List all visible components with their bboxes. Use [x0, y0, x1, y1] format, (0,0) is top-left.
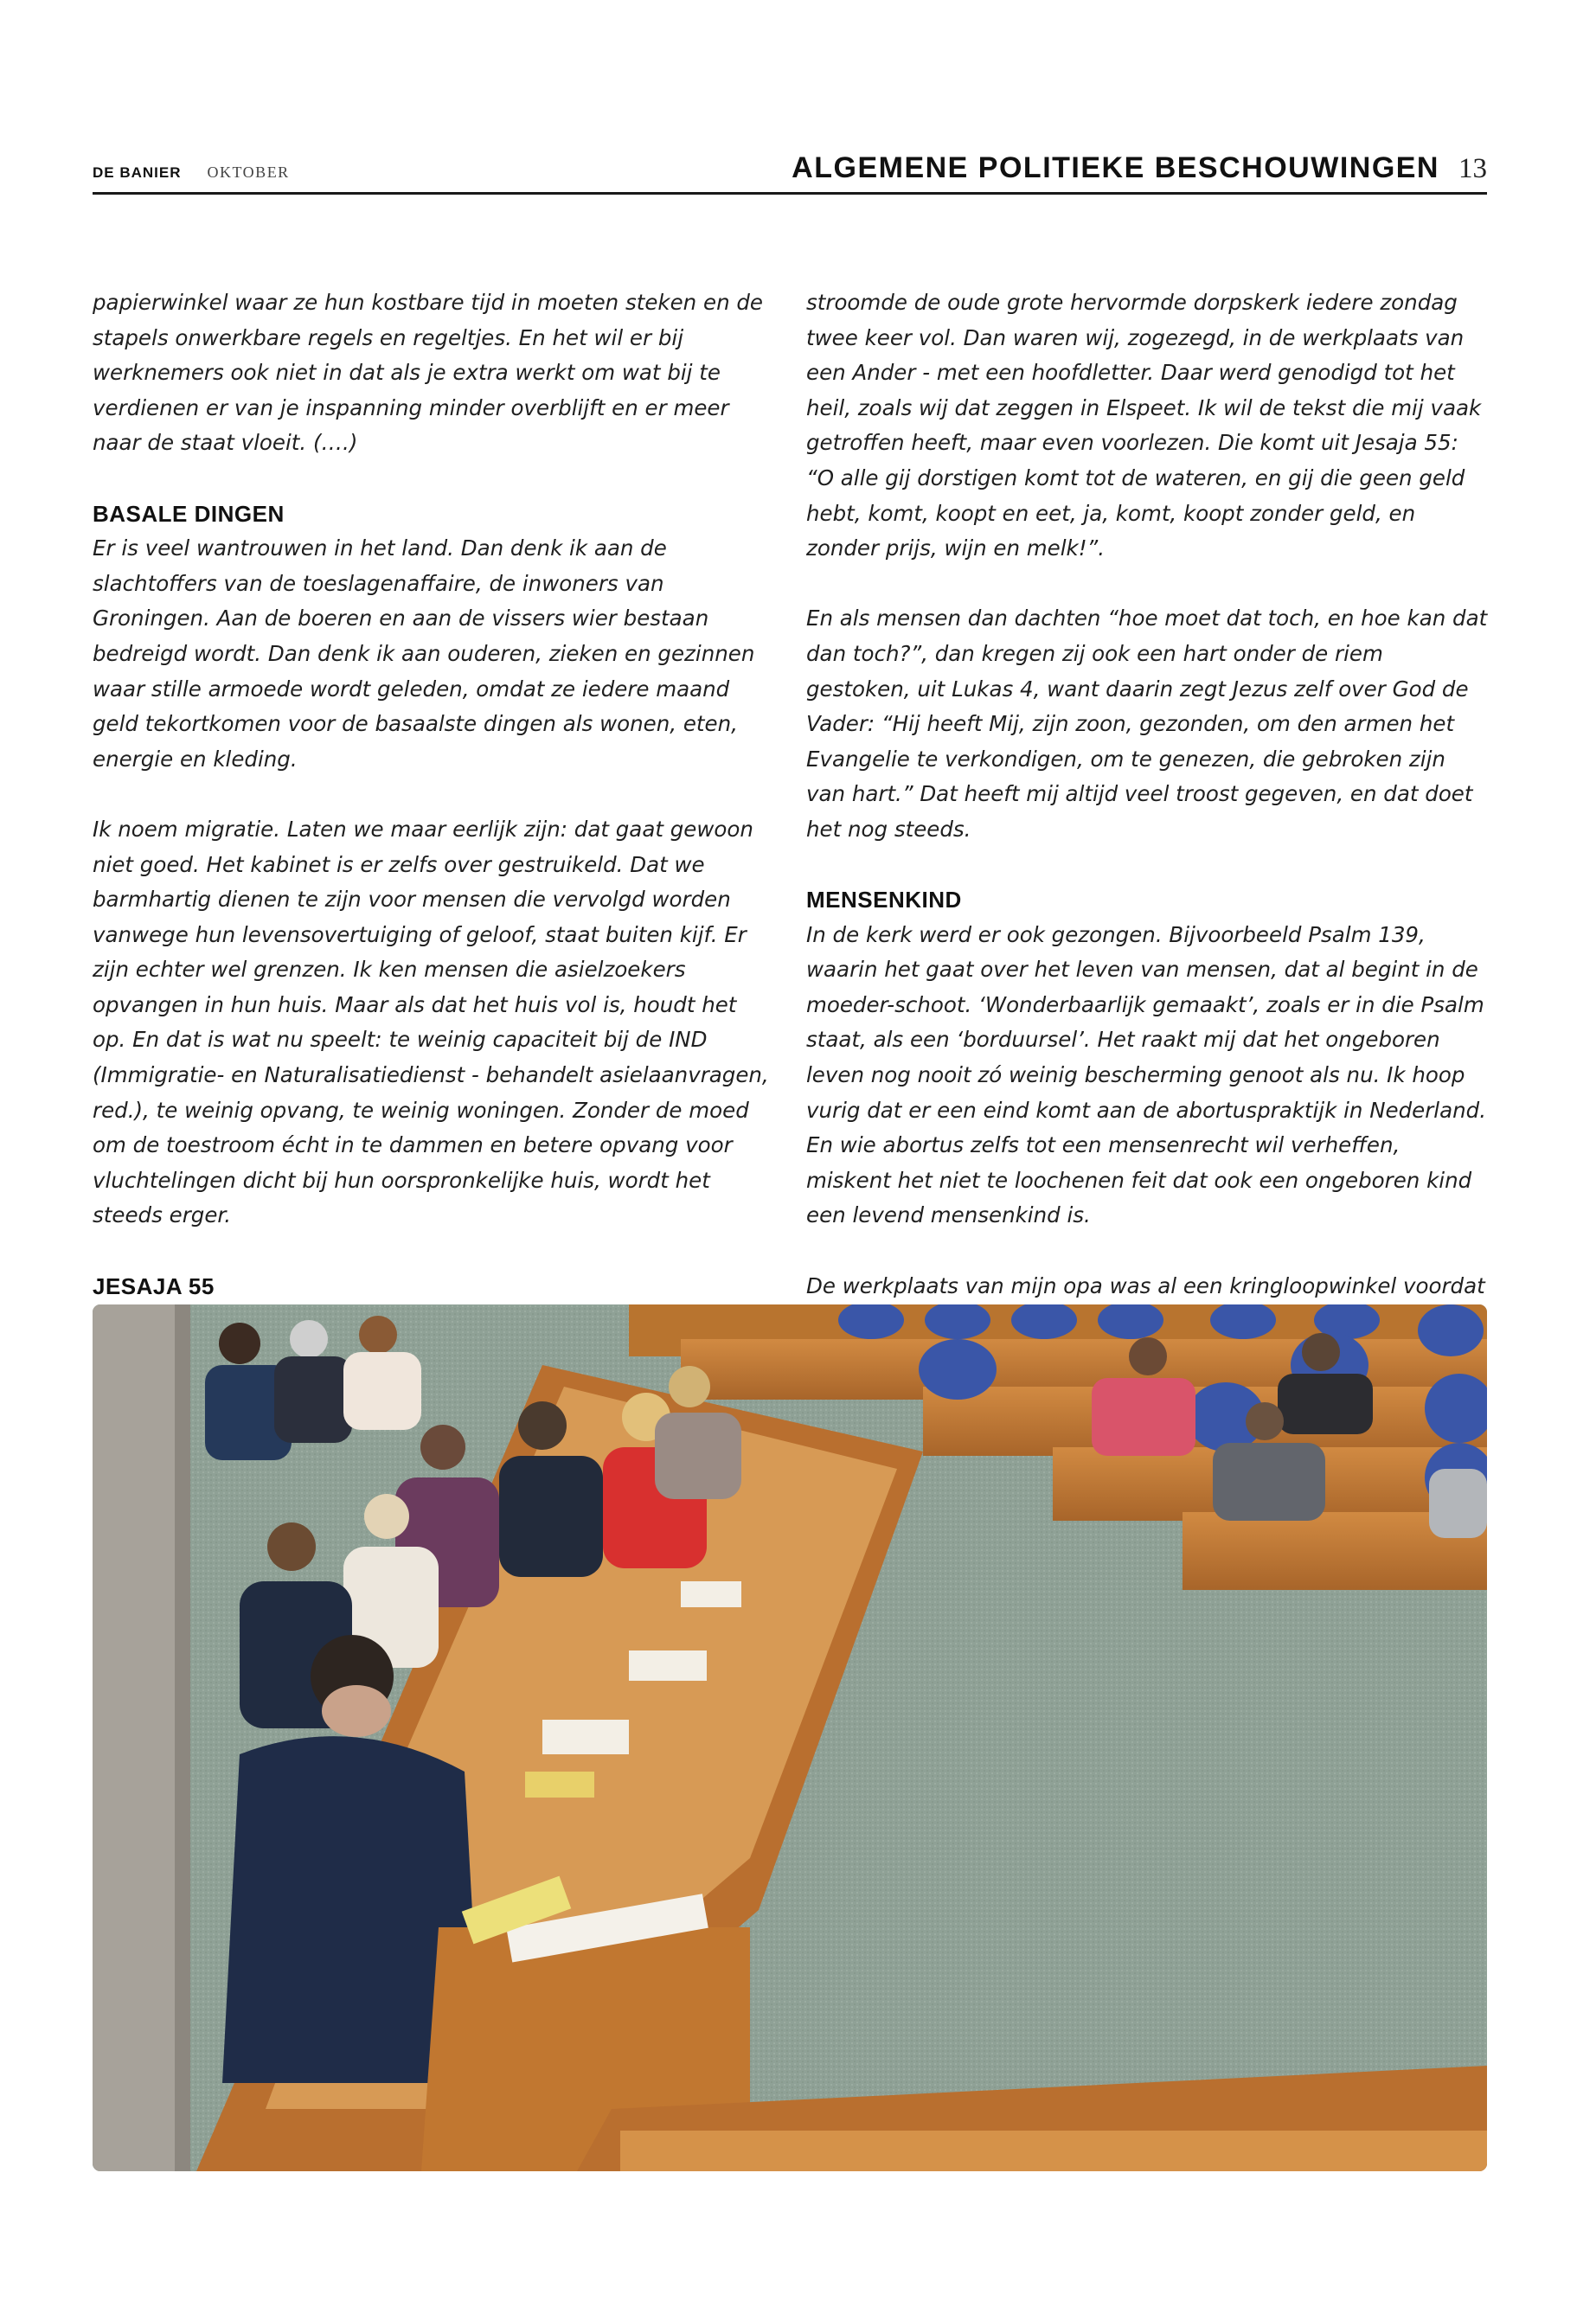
- subheading: MENSENKIND: [806, 887, 962, 913]
- section-title: ALGEMENE POLITIEKE BESCHOUWINGEN: [792, 151, 1439, 184]
- page-header: [93, 147, 1487, 195]
- article-column-right: [806, 285, 1490, 1409]
- page-number: 13: [1458, 153, 1487, 184]
- paragraph: papierwinkel waar ze hun kostbare tijd in moeten steken en de stapels onwerkbare regels en regeltjes. En het wil er bij werknemers ook niet in dat als je extra werkt om wat bij te verdienen er van je inspanning minder overblijft en er meer naar de staat vloeit. (….): [93, 290, 764, 456]
- pillar: [93, 1304, 188, 2171]
- paragraph: Ik noem migratie. Laten we maar eerlijk zijn: dat gaat gewoon niet goed. Het kabinet is er zelfs over gestruikeld. Dat we barmhartig dienen te zijn voor mensen die vervolgd worden vanwege hun levensovertuiging of geloof, staat buiten kijf. Er zijn echter wel grenzen. Ik ken mensen die asielzoekers opvangen in hun huis. Maar als dat het huis vol is, houdt het op. En dat is wat nu speelt: te weinig capaciteit bij de IND (Immigratie- en Naturalisatiedienst - behandelt asielaanvragen, red.), te weinig opvang, te weinig woningen. Zonder de moed om de toestroom écht in te dammen en betere opvang voor vluchtelingen dicht bij hun oorspronkelijke huis, wordt het steeds erger.: [93, 816, 769, 1228]
- paragraph: stroomde de oude grote hervormde dorpskerk iedere zondag twee keer vol. Dan waren wij, zogezegd, in de werkplaats van een Ander - met een hoofdletter. Daar werd genodigd tot het heil, zoals wij dat zeggen in Elspeet. Ik wil de tekst die mij vaak getroffen heeft, maar even voorlezen. Die komt uit Jesaja 55: “O alle gij dorstigen komt tot de wateren, en gij die geen geld hebt, komt, koopt en eet, ja, komt, koopt zonder geld, en zonder prijs, wijn en melk!”.: [806, 290, 1482, 561]
- header-left: [93, 163, 290, 182]
- paragraph: Er is veel wantrouwen in het land. Dan denk ik aan de slachtoffers van de toeslagenaffaire, de inwoners van Groningen. Aan de boeren en aan de vissers wier bestaan bedreigd wordt. Dan denk ik aan ouderen, zieken en gezinnen waar stille armoede wordt geleden, omdat ze iedere maand geld tekortkomen voor de basaalste dingen als wonen, eten, energie en kleding.: [93, 535, 755, 772]
- subheading: BASALE DINGEN: [93, 500, 285, 527]
- article-column-left: [93, 285, 776, 1374]
- paragraph: En als mensen dan dachten “hoe moet dat toch, en hoe kan dat dan toch?”, dan kregen zij ook een hart onder de riem gestoken, uit Lukas 4, want daarin zegt Jezus zelf over God de Vader: “Hij heeft Mij, zijn zoon, gezonden, om den armen het Evangelie te verkondigen, om te genezen, die gebroken zijn van hart.” Dat heeft mij altijd veel troost gegeven, en dat doet het nog steeds.: [806, 606, 1488, 842]
- paragraph: De werkplaats van mijn opa was al een kringloopwinkel voordat: [806, 1272, 1485, 1298]
- publication-name: DE BANIER: [93, 164, 182, 181]
- issue-month: OKTOBER: [207, 163, 290, 181]
- paragraph: In de kerk werd er ook gezongen. Bijvoorbeeld Psalm 139, waarin het gaat over het leven van mensen, dat al begint in de moeder-schoot. ‘Wonderbaarlijk gemaakt’, zoals er in die Psalm staat, als een ‘borduursel’. Het raakt mij dat het ongeboren leven nog nooit zó weinig bescherming genoot als nu. Ik hoop vurig dat er een eind komt aan de abortuspraktijk in Nederland. En wie abortus zelfs tot een mensenrecht wil verheffen, miskent het niet te loochenen feit dat ook een ongeboren kind een levend mensenkind is.: [806, 921, 1486, 1228]
- header-right: [792, 151, 1487, 185]
- parliament-photo: [93, 1304, 1487, 2171]
- subheading: JESAJA 55: [93, 1272, 215, 1299]
